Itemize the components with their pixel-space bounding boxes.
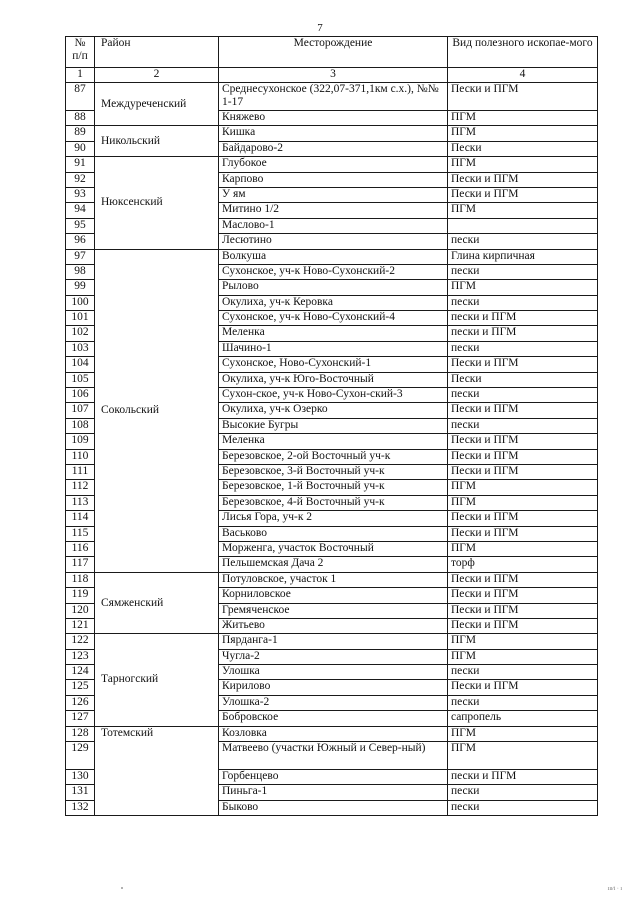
- deposit-cell: Окулиха, уч-к Юго-Восточный: [219, 372, 448, 387]
- deposit-cell: Улошка: [219, 665, 448, 680]
- row-number: 117: [66, 557, 95, 572]
- deposit-cell: Шачино-1: [219, 341, 448, 356]
- row-number: 109: [66, 434, 95, 449]
- deposit-cell: Козловка: [219, 726, 448, 741]
- row-number: 130: [66, 770, 95, 785]
- row-number: 123: [66, 649, 95, 664]
- deposit-cell: Карпово: [219, 172, 448, 187]
- deposit-cell: Меленка: [219, 326, 448, 341]
- mineral-cell: ПГМ: [448, 726, 598, 741]
- deposit-cell: Среднесухонское (322,07-371,1км с.х.), №№ 1-17: [219, 83, 448, 111]
- row-number: 125: [66, 680, 95, 695]
- row-number: 127: [66, 711, 95, 726]
- mineral-cell: Пески и ПГМ: [448, 464, 598, 479]
- row-number: 122: [66, 634, 95, 649]
- deposit-cell: Чугла-2: [219, 649, 448, 664]
- mineral-cell: Пески и ПГМ: [448, 680, 598, 695]
- deposit-cell: Высокие Бугры: [219, 418, 448, 433]
- row-number: 94: [66, 203, 95, 218]
- table-row: [66, 572, 598, 587]
- mineral-cell: Пески и ПГМ: [448, 526, 598, 541]
- row-number: 92: [66, 172, 95, 187]
- row-number: 106: [66, 388, 95, 403]
- deposit-cell: Глубокое: [219, 157, 448, 172]
- deposit-cell: Сухонское, Ново-Сухонский-1: [219, 357, 448, 372]
- mineral-cell: Пески и ПГМ: [448, 572, 598, 587]
- deposit-cell: Волкуша: [219, 249, 448, 264]
- mineral-cell: пески: [448, 341, 598, 356]
- row-number: 115: [66, 526, 95, 541]
- mineral-cell: ПГМ: [448, 541, 598, 556]
- deposit-cell: Байдарово-2: [219, 141, 448, 156]
- deposit-cell: Рылово: [219, 280, 448, 295]
- row-number: 100: [66, 295, 95, 310]
- mineral-cell: пески: [448, 264, 598, 279]
- row-number: 91: [66, 157, 95, 172]
- mineral-cell: Пески и ПГМ: [448, 603, 598, 618]
- mineral-cell: ПГМ: [448, 126, 598, 141]
- deposit-cell: Пиньга-1: [219, 785, 448, 800]
- row-number: 99: [66, 280, 95, 295]
- row-number: 89: [66, 126, 95, 141]
- row-number: 105: [66, 372, 95, 387]
- deposits-table: [65, 36, 598, 816]
- row-number: 110: [66, 449, 95, 464]
- deposit-cell: Кирилово: [219, 680, 448, 695]
- mineral-cell: Пески и ПГМ: [448, 172, 598, 187]
- column-number: 2: [95, 68, 219, 83]
- mineral-cell: пески: [448, 695, 598, 710]
- mineral-cell: пески и ПГМ: [448, 770, 598, 785]
- row-number: 88: [66, 111, 95, 126]
- deposit-cell: Окулиха, уч-к Озерко: [219, 403, 448, 418]
- mineral-cell: ПГМ: [448, 649, 598, 664]
- row-number: 95: [66, 218, 95, 233]
- mineral-cell: пески: [448, 234, 598, 249]
- deposit-cell: Княжево: [219, 111, 448, 126]
- mineral-cell: ПГМ: [448, 203, 598, 218]
- row-number: 131: [66, 785, 95, 800]
- row-number: 101: [66, 311, 95, 326]
- header-district: Район: [95, 37, 219, 68]
- mineral-cell: пески и ПГМ: [448, 311, 598, 326]
- column-number: 3: [219, 68, 448, 83]
- mineral-cell: ПГМ: [448, 480, 598, 495]
- row-number: 107: [66, 403, 95, 418]
- row-number: 116: [66, 541, 95, 556]
- header-number: № п/п: [66, 37, 95, 68]
- deposit-cell: Васьково: [219, 526, 448, 541]
- column-number-row: [66, 68, 598, 83]
- mineral-cell: Пески и ПГМ: [448, 434, 598, 449]
- row-number: 87: [66, 83, 95, 111]
- deposit-cell: Окулиха, уч-к Керовка: [219, 295, 448, 310]
- deposit-cell: Сухонское, уч-к Ново-Сухонский-2: [219, 264, 448, 279]
- footer-mark: ııı⁄ı · ı: [607, 886, 622, 892]
- deposit-cell: Лесютино: [219, 234, 448, 249]
- page-number: 7: [317, 22, 323, 34]
- deposit-cell: Бобровское: [219, 711, 448, 726]
- row-number: 128: [66, 726, 95, 741]
- row-number: 108: [66, 418, 95, 433]
- row-number: 126: [66, 695, 95, 710]
- header-deposit: Месторождение: [219, 37, 448, 68]
- deposit-cell: Пельшемская Дача 2: [219, 557, 448, 572]
- scan-speck: [121, 887, 123, 889]
- row-number: 90: [66, 141, 95, 156]
- mineral-cell: пески: [448, 665, 598, 680]
- mineral-cell: Пески и ПГМ: [448, 449, 598, 464]
- deposit-cell: Гремяченское: [219, 603, 448, 618]
- row-number: 103: [66, 341, 95, 356]
- district-cell: Никольский: [95, 126, 219, 157]
- column-number: 1: [66, 68, 95, 83]
- district-cell: Междуреченский: [95, 83, 219, 126]
- mineral-cell: пески: [448, 388, 598, 403]
- deposit-cell: Березовское, 2-ой Восточный уч-к: [219, 449, 448, 464]
- deposit-cell: Маслово-1: [219, 218, 448, 233]
- row-number: 111: [66, 464, 95, 479]
- row-number: 97: [66, 249, 95, 264]
- district-cell: Сямженский: [95, 572, 219, 634]
- row-number: 112: [66, 480, 95, 495]
- district-cell: Нюксенский: [95, 157, 219, 249]
- deposit-cell: Березовское, 1-й Восточный уч-к: [219, 480, 448, 495]
- deposit-cell: Сухонское, уч-к Ново-Сухонский-4: [219, 311, 448, 326]
- deposit-cell: Митино 1/2: [219, 203, 448, 218]
- row-number: 129: [66, 742, 95, 770]
- district-cell: Тотемский: [95, 726, 219, 816]
- row-number: 96: [66, 234, 95, 249]
- mineral-cell: Пески и ПГМ: [448, 83, 598, 111]
- mineral-cell: ПГМ: [448, 634, 598, 649]
- table-row: [66, 249, 598, 264]
- mineral-cell: ПГМ: [448, 742, 598, 770]
- deposit-cell: Матвеево (участки Южный и Север-ный): [219, 742, 448, 770]
- row-number: 98: [66, 264, 95, 279]
- deposit-cell: Корниловское: [219, 588, 448, 603]
- row-number: 102: [66, 326, 95, 341]
- row-number: 114: [66, 511, 95, 526]
- row-number: 124: [66, 665, 95, 680]
- deposit-cell: Улошка-2: [219, 695, 448, 710]
- deposit-cell: Меленка: [219, 434, 448, 449]
- district-cell: Сокольский: [95, 249, 219, 572]
- deposit-cell: Сухон-ское, уч-к Ново-Сухон-ский-3: [219, 388, 448, 403]
- deposit-cell: Быково: [219, 800, 448, 815]
- column-number: 4: [448, 68, 598, 83]
- mineral-cell: Пески и ПГМ: [448, 618, 598, 633]
- deposit-cell: Горбенцево: [219, 770, 448, 785]
- mineral-cell: ПГМ: [448, 280, 598, 295]
- row-number: 132: [66, 800, 95, 815]
- row-number: 121: [66, 618, 95, 633]
- table-row: [66, 83, 598, 111]
- deposit-cell: Пярданга-1: [219, 634, 448, 649]
- mineral-cell: Пески и ПГМ: [448, 511, 598, 526]
- mineral-cell: ПГМ: [448, 111, 598, 126]
- mineral-cell: Глина кирпичная: [448, 249, 598, 264]
- mineral-cell: Пески и ПГМ: [448, 403, 598, 418]
- mineral-cell: пески и ПГМ: [448, 326, 598, 341]
- mineral-cell: [448, 218, 598, 233]
- deposit-cell: Лисья Гора, уч-к 2: [219, 511, 448, 526]
- deposit-cell: Житьево: [219, 618, 448, 633]
- table-row: [66, 126, 598, 141]
- mineral-cell: Пески и ПГМ: [448, 187, 598, 202]
- mineral-cell: сапропель: [448, 711, 598, 726]
- mineral-cell: пески: [448, 418, 598, 433]
- mineral-cell: пески: [448, 800, 598, 815]
- mineral-cell: торф: [448, 557, 598, 572]
- mineral-cell: ПГМ: [448, 495, 598, 510]
- row-number: 93: [66, 187, 95, 202]
- district-cell: Тарногский: [95, 634, 219, 726]
- row-number: 120: [66, 603, 95, 618]
- table-row: [66, 726, 598, 741]
- mineral-cell: Пески: [448, 141, 598, 156]
- deposit-cell: Кишка: [219, 126, 448, 141]
- mineral-cell: Пески и ПГМ: [448, 357, 598, 372]
- deposit-cell: Березовское, 3-й Восточный уч-к: [219, 464, 448, 479]
- table-header-row: [66, 37, 598, 68]
- row-number: 118: [66, 572, 95, 587]
- mineral-cell: Пески и ПГМ: [448, 588, 598, 603]
- mineral-cell: пески: [448, 295, 598, 310]
- table-row: [66, 634, 598, 649]
- mineral-cell: Пески: [448, 372, 598, 387]
- row-number: 104: [66, 357, 95, 372]
- deposit-cell: Березовское, 4-й Восточный уч-к: [219, 495, 448, 510]
- deposit-cell: Потуловское, участок 1: [219, 572, 448, 587]
- deposit-cell: У ям: [219, 187, 448, 202]
- deposit-cell: Морженга, участок Восточный: [219, 541, 448, 556]
- table-row: [66, 157, 598, 172]
- mineral-cell: пески: [448, 785, 598, 800]
- header-mineral: Вид полезного ископае-мого: [448, 37, 598, 68]
- mineral-cell: ПГМ: [448, 157, 598, 172]
- row-number: 113: [66, 495, 95, 510]
- row-number: 119: [66, 588, 95, 603]
